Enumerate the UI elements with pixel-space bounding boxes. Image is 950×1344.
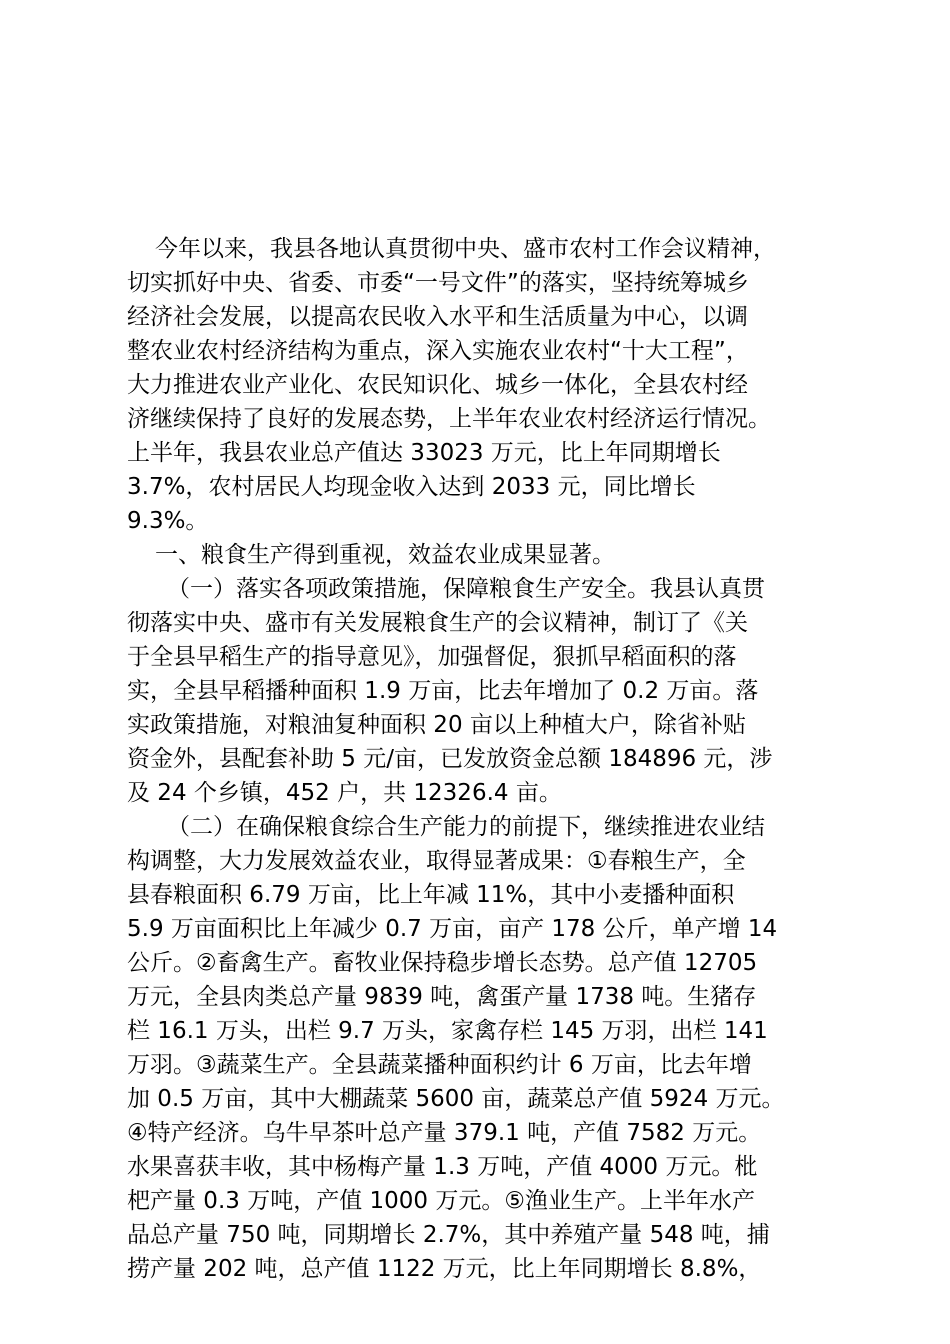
subsection-1-line: （一）落实各项政策措施，保障粮食生产安全。我县认真贯 xyxy=(167,576,765,602)
paragraph-intro-line: 3.7%，农村居民人均现金收入达到 2033 元，同比增长 xyxy=(127,474,696,500)
paragraph-intro-line: 整农业农村经济结构为重点，深入实施农业农村“十大工程”， xyxy=(127,338,749,364)
document-body xyxy=(127,232,847,1286)
subsection-2-line: 品总产量 750 吨，同期增长 2.7%，其中养殖产量 548 吨，捕 xyxy=(127,1222,770,1248)
paragraph-intro-line: 9.3%。 xyxy=(127,508,209,534)
paragraph-intro-line: 大力推进农业产业化、农民知识化、城乡一体化，全县农村经 xyxy=(127,372,748,398)
paragraph-intro-line: 切实抓好中央、省委、市委“一号文件”的落实，坚持统筹城乡 xyxy=(127,270,749,296)
subsection-1-line: 及 24 个乡镇，452 户，共 12326.4 亩。 xyxy=(127,780,562,806)
subsection-2-line: 加 0.5 万亩，其中大棚蔬菜 5600 亩，蔬菜总产值 5924 万元。 xyxy=(127,1086,785,1112)
subsection-2-line: ④特产经济。乌牛早茶叶总产量 379.1 吨，产值 7582 万元。 xyxy=(127,1120,762,1146)
subsection-2-line: 栏 16.1 万头，出栏 9.7 万头，家禽存栏 145 万羽，出栏 141 xyxy=(127,1018,768,1044)
subsection-2-line: （二）在确保粮食综合生产能力的前提下，继续推进农业结 xyxy=(167,814,765,840)
subsection-1-line: 实政策措施，对粮油复种面积 20 亩以上种植大户，除省补贴 xyxy=(127,712,746,738)
subsection-1-line: 彻落实中央、盛市有关发展粮食生产的会议精神，制订了《关 xyxy=(127,610,748,636)
subsection-1-line: 资金外，县配套补助 5 元/亩，已发放资金总额 184896 元，涉 xyxy=(127,746,773,772)
subsection-2-line: 构调整，大力发展效益农业，取得显著成果：①春粮生产，全 xyxy=(127,848,746,874)
paragraph-intro-line: 今年以来，我县各地认真贯彻中央、盛市农村工作会议精神， xyxy=(155,236,776,262)
subsection-2-line: 万元，全县肉类总产量 9839 吨，禽蛋产量 1738 吨。生猪存 xyxy=(127,984,757,1010)
section-heading: 一、粮食生产得到重视，效益农业成果显著。 xyxy=(155,542,615,568)
subsection-2-line: 公斤。②畜禽生产。畜牧业保持稳步增长态势。总产值 12705 xyxy=(127,950,758,976)
subsection-2-line: 县春粮面积 6.79 万亩，比上年减 11%，其中小麦播种面积 xyxy=(127,882,735,908)
paragraph-intro-line: 经济社会发展，以提高农民收入水平和生活质量为中心，以调 xyxy=(127,304,748,330)
subsection-2-line: 水果喜获丰收，其中杨梅产量 1.3 万吨，产值 4000 万元。枇 xyxy=(127,1154,758,1180)
subsection-2-line: 杷产量 0.3 万吨，产值 1000 万元。⑤渔业生产。上半年水产 xyxy=(127,1188,755,1214)
paragraph-intro-line: 上半年，我县农业总产值达 33023 万元，比上年同期增长 xyxy=(127,440,721,466)
subsection-2-line: 万羽。③蔬菜生产。全县蔬菜播种面积约计 6 万亩，比去年增 xyxy=(127,1052,752,1078)
subsection-1-line: 于全县早稻生产的指导意见》，加强督促，狠抓早稻面积的落 xyxy=(127,644,737,670)
subsection-2-line: 5.9 万亩面积比上年减少 0.7 万亩，亩产 178 公斤，单产增 14 xyxy=(127,916,778,942)
subsection-2-line: 捞产量 202 吨，总产值 1122 万元，比上年同期增长 8.8%， xyxy=(127,1256,762,1282)
subsection-1-line: 实，全县早稻播种面积 1.9 万亩，比去年增加了 0.2 万亩。落 xyxy=(127,678,759,704)
paragraph-intro-line: 济继续保持了良好的发展态势，上半年农业农村经济运行情况。 xyxy=(127,406,771,432)
